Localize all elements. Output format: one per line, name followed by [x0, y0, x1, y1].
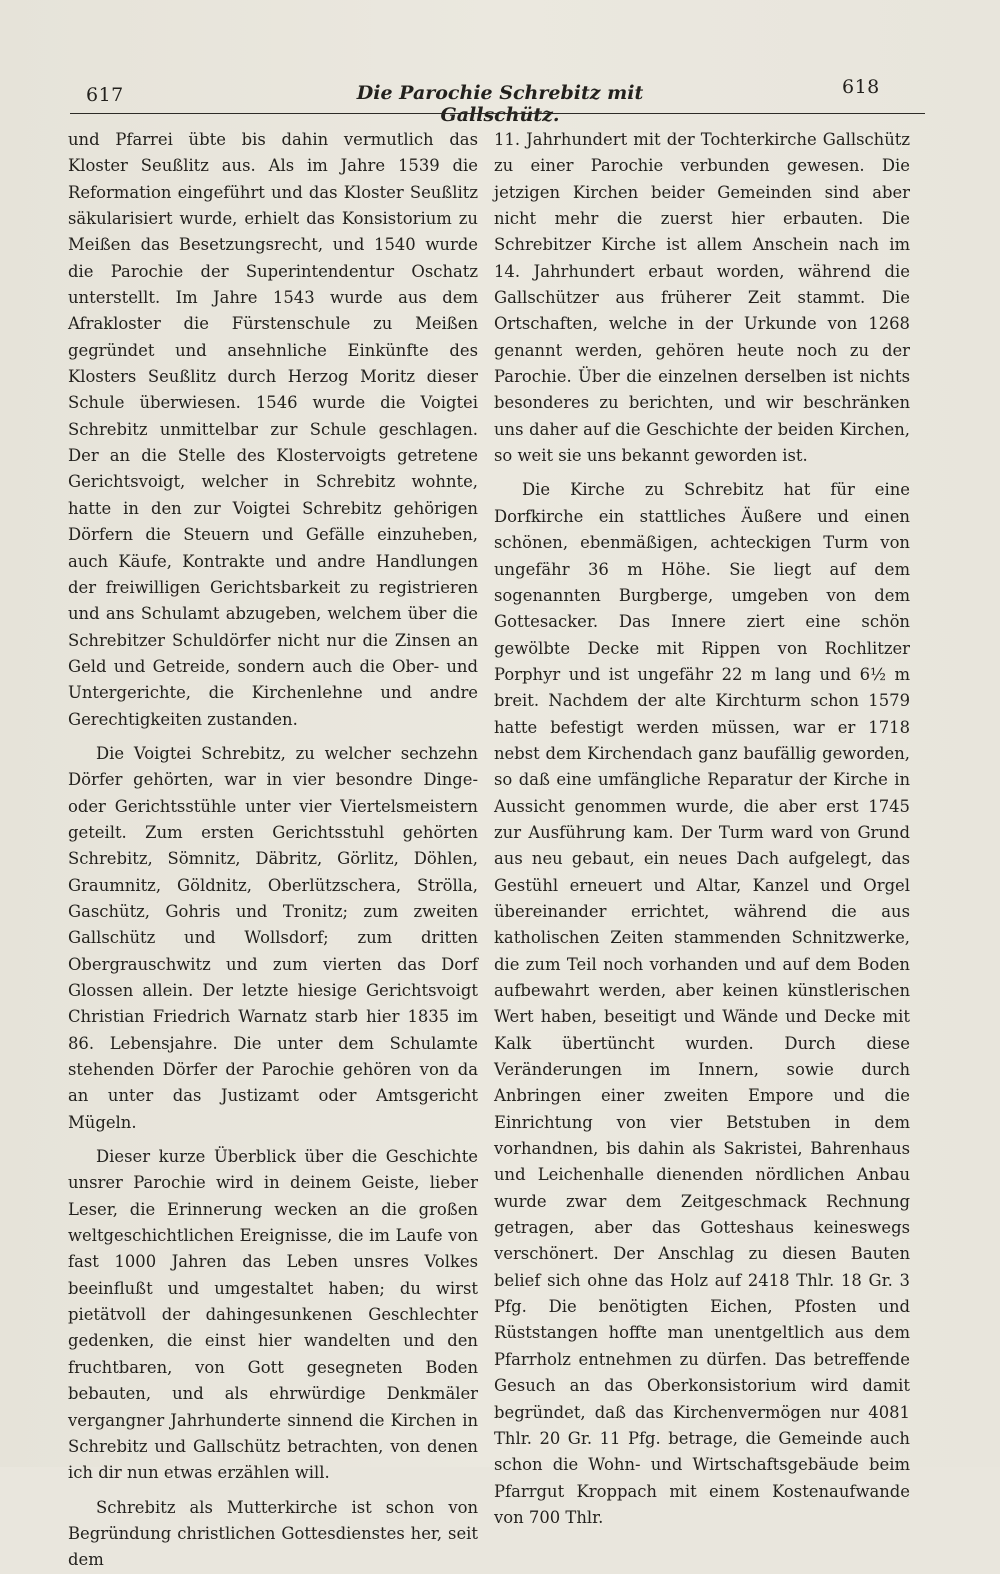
- paragraph: 11. Jahrhundert mit der Tochterkirche Gallschütz zu einer Parochie verbunden gewesen. Die jetzigen Kirchen beider Gemeinden sind aber nicht mehr die zuerst hier erbauten. Die Schrebitzer Kirche ist allem Anschein nach im 14. Jahrhundert erbaut worden, während die Gallschützer aus früherer Zeit stammt. Die Ortschaften, welche in der Urkunde von 1268 genannt werden, gehören heute noch zu der Parochie. Über die einzelnen derselben ist nichts besonderes zu berichten, und wir beschränken uns daher auf die Geschichte der beiden Kirchen, so weit sie uns bekannt geworden ist.: [494, 130, 910, 466]
- paragraph: Die Voigtei Schrebitz, zu welcher sechzehn Dörfer gehörten, war in vier besondre Dinge- oder Gerichtsstühle unter vier Viertelsmeistern geteilt. Zum ersten Gerichtsstuhl gehörten Schrebitz, Sömnitz, Däbritz, Görlitz, Döhlen, Graumnitz, Göldnitz, Oberlützschera, Strölla, Gaschütz, Gohris und Tronitz; zum zweiten Gallschütz und Wollsdorf; zum dritten Obergrauschwitz und zum vierten das Dorf Glossen allein. Der letzte hiesige Gerichtsvoigt Christian Friedrich Warnatz starb hier 1835 im 86. Lebensjahre. Die unter dem Schulamte stehenden Dörfer der Parochie gehören von da an unter das Justizamt oder Amtsgericht Mügeln.: [68, 743, 478, 1132]
- paragraph: und Pfarrei übte bis dahin vermutlich das Kloster Seußlitz aus. Als im Jahre 1539 die Reformation eingeführt und das Kloster Seußlitz säkularisiert wurde, erhielt das Konsistorium zu Meißen das Besetzungsrecht, und 1540 wurde die Parochie der Superintendentur Oschatz unterstellt. Im Jahre 1543 wurde aus dem Afrakloster die Fürstenschule zu Meißen gegründet und ansehnliche Einkünfte des Klosters Seußlitz durch Herzog Moritz dieser Schule überwiesen. 1546 wurde die Voigtei Schrebitz unmittelbar zur Schule geschlagen. Der an die Stelle des Klostervoigts getretene Gerichtsvoigt, welcher in Schrebitz wohnte, hatte in den zur Voigtei Schrebitz gehörigen Dörfern die Steuern und Gefälle einzuheben, auch Käufe, Kontrakte und andre Handlungen der freiwilligen Gerichtsbarkeit zu registrieren und ans Schulamt abzugeben, welchem über die Schrebitzer Schuldörfer nicht nur die Zinsen an Geld und Getreide, sondern auch die Ober- und Untergerichte, die Kirchenlehne und andre Gerechtigkeiten zustanden.: [68, 130, 478, 729]
- right-column: [494, 127, 910, 1531]
- header-rule: [70, 113, 925, 114]
- paragraph: Schrebitz als Mutterkirche ist schon von Begründung christlichen Gottesdienstes her, seit dem: [68, 1497, 478, 1570]
- paragraph: Die Kirche zu Schrebitz hat für eine Dorfkirche ein stattliches Äußere und einen schönen, ebenmäßigen, achteckigen Turm von ungefähr 36 m Höhe. Sie liegt auf dem sogenannten Burgberge, umgeben von dem Gottesacker. Das Innere ziert eine schön gewölbte Decke mit Rippen von Rochlitzer Porphyr und ist ungefähr 22 m lang und 6½ m breit. Nachdem der alte Kirchturm schon 1579 hatte befestigt werden müssen, war er 1718 nebst dem Kirchendach ganz baufällig geworden, so daß eine umfängliche Reparatur der Kirche in Aussicht genommen wurde, die aber erst 1745 zur Ausführung kam. Der Turm ward von Grund aus neu gebaut, ein neues Dach aufgelegt, das Gestühl erneuert und Altar, Kanzel und Orgel übereinander errichtet, während die aus katholischen Zeiten stammenden Schnitzwerke, die zum Teil noch vorhanden und auf dem Boden aufbewahrt werden, aber keinen künstlerischen Wert haben, beseitigt und Wände und Decke mit Kalk übertüncht wurden. Durch diese Veränderungen im Innern, sowie durch Anbringen einer zweiten Empore und die Einrichtung von vier Betstuben in dem vorhandnen, bis dahin als Sakristei, Bahrenhaus und Leichenhalle dienenden nördlichen Anbau wurde zwar dem Zeitgeschmack Rechnung getragen, aber das Gotteshaus keineswegs verschönert. Der Anschlag zu diesen Bauten belief sich ohne das Holz auf 2418 Thlr. 18 Gr. 3 Pfg. Die benötigten Eichen, Pfosten und Rüststangen hoffte man unentgeltlich aus dem Pfarrholz entnehmen zu dürfen. Das betreffende Gesuch an das Oberkonsistorium wird damit begründet, daß das Kirchenvermögen nur 4081 Thlr. 20 Gr. 11 Pfg. betrage, die Gemeinde auch schon die Wohn- und Wirtschaftsgebäude beim Pfarrgut Kroppach mit einem Kostenaufwande von 700 Thlr.: [494, 480, 910, 1527]
- page-number-right: 618: [842, 76, 880, 98]
- page-number-left: 617: [86, 84, 124, 106]
- paragraph: Dieser kurze Überblick über die Geschichte unsrer Parochie wird in deinem Geiste, lieber Leser, die Erinnerung wecken an die großen weltgeschichtlichen Ereignisse, die im Laufe von fast 1000 Jahren das Leben unsres Volkes beeinflußt und umgestaltet haben; du wirst pietätvoll der dahingesunkenen Geschlechter gedenken, die einst hier wandelten und den fruchtbaren, von Gott gesegneten Boden bebauten, und als ehrwürdige Denkmäler vergangner Jahrhunderte sinnend die Kirchen in Schrebitz und Gallschütz betrachten, von denen ich dir nun etwas erzählen will.: [68, 1147, 478, 1483]
- running-title: Die Parochie Schrebitz mit Gallschütz.: [356, 82, 644, 126]
- running-header: [0, 72, 1000, 126]
- left-column: [68, 127, 478, 1574]
